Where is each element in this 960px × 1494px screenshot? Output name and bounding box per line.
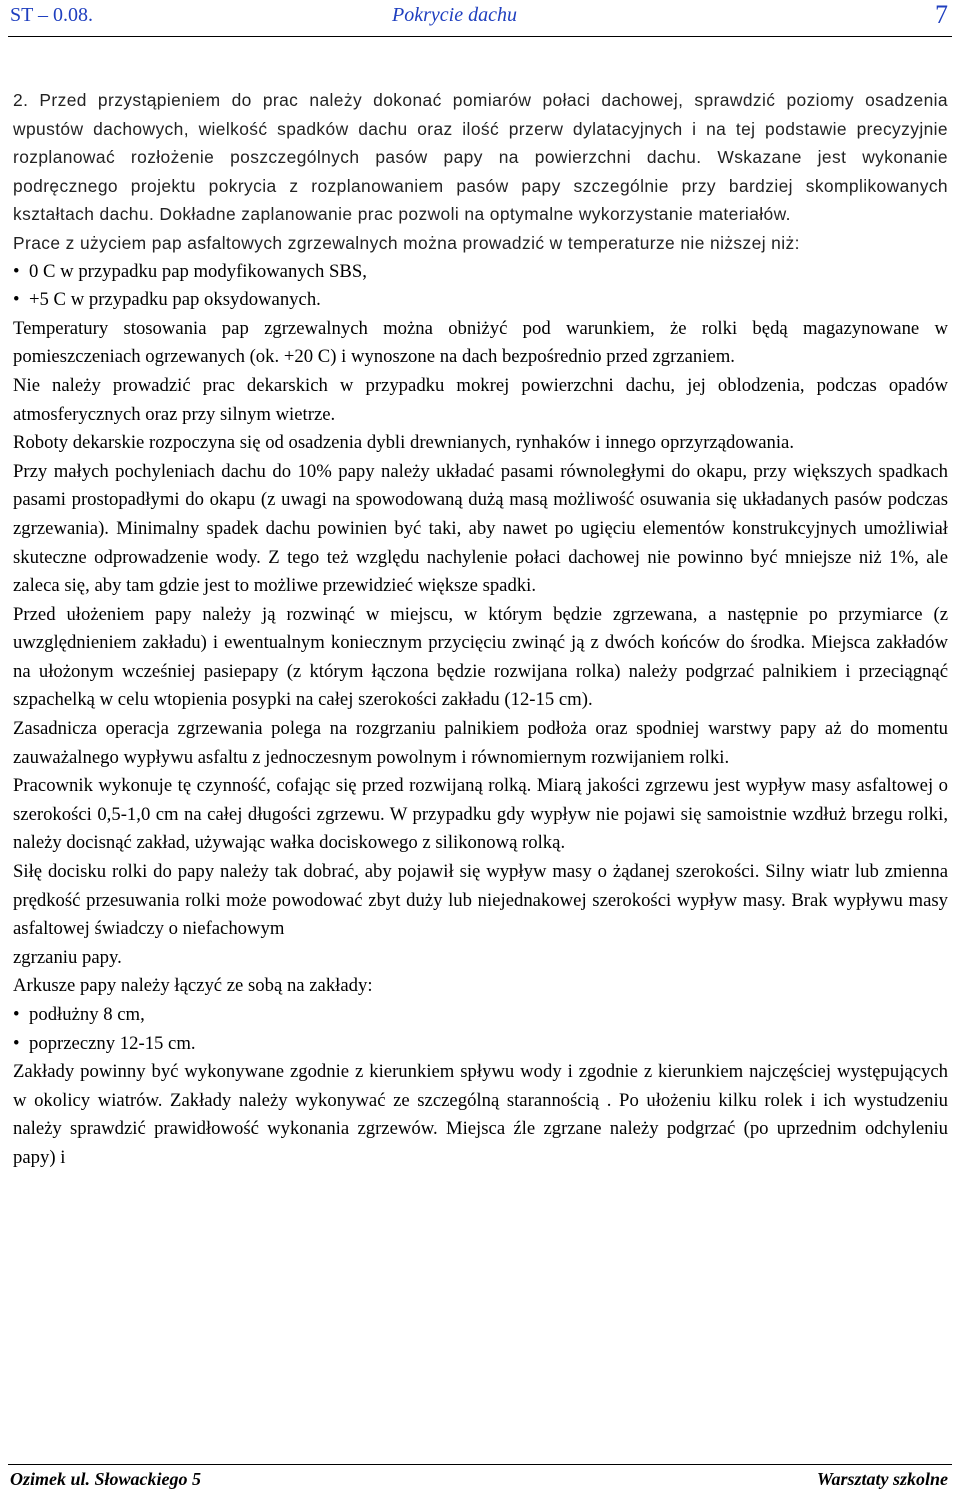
- bullet-icon: •: [13, 260, 20, 282]
- paragraph: Zakłady powinny być wykonywane zgodnie z kierunkiem spływu wody i zgodnie z kierunkiem najczęściej występujących w okolicy wiatrów. Zakłady należy wykonywać ze szczególną starannością . Po ułożeniu kilku rolek i ich wystudzeniu należy sprawdzić prawidłowość wykonania zgrzewów. Miejsca źle zgrzane należy podgrzać (po uprzednim odchyleniu papy) i: [13, 1061, 948, 1168]
- list-item: [13, 1030, 948, 1059]
- footer-institution: Warsztaty szkolne: [816, 1469, 948, 1489]
- paragraph: Przed ułożeniem papy należy ją rozwinąć w miejscu, w którym będzie zgrzewana, a następnie po przymiarce (z uwzględnieniem zakładu) i ewentualnym koniecznym przycięciu zwinąć ją z dwóch końców do środka. Miejsca zakładów na ułożonym wcześniej pasiepapy (z którym łączona będzie rozwijana rolka) należy podgrzać palnikiem i przeciągnąć szpachelką w celu wtopienia posypki na całej szerokości zakładu (12-15 cm).: [13, 603, 948, 711]
- paragraph: Pracownik wykonuje tę czynność, cofając się przed rozwijaną rolką. Miarą jakości zgrzewu jest wypływ masy asfaltowej o szerokości 0,5-1,0 cm na całej długości zgrzewu. W przypadku gdy wypływ nie pojawi się samoistnie wzdłuż brzegu rolki, należy docisnąć zakład, używając wałka dociskowego z silikonową rolką.: [13, 775, 948, 854]
- list-item-text: podłużny 8 cm,: [29, 1004, 145, 1025]
- document-body: [13, 86, 948, 1173]
- page-footer: [8, 1464, 952, 1493]
- bullet-icon: •: [13, 1032, 20, 1054]
- paragraph: zgrzaniu papy.: [13, 946, 122, 968]
- header-title: Pokrycie dachu: [392, 4, 517, 26]
- paragraph: Roboty dekarskie rozpoczyna się od osadzenia dybli drewnianych, rynhaków i innego oprzyrządowania.: [13, 432, 794, 454]
- header-page-number: 7: [935, 0, 948, 29]
- header-code: ST – 0.08.: [10, 4, 93, 26]
- paragraph: 2. Przed przystąpieniem do prac należy dokonać pomiarów połaci dachowej, sprawdzić poziomy osadzenia wpustów dachowych, wielkość spadków dachu oraz ilość przerw dylatacyjnych i na tej podstawie precyzyjnie rozplanować rozłożenie poszczególnych pasów papy na powierzchni dachu. Wskazane jest wykonanie podręcznego projektu pokrycia z rozplanowaniem pasów papy szczególnie przy bardziej skomplikowanych kształtach dachu. Dokładne zaplanowanie prac pozwoli na optymalne wykorzystanie materiałów.: [13, 90, 948, 225]
- paragraph: Arkusze papy należy łączyć ze sobą na zakłady:: [13, 975, 373, 997]
- list-item: [13, 258, 948, 287]
- list-item: [13, 1001, 948, 1030]
- bullet-icon: •: [13, 1004, 20, 1025]
- paragraph: Przy małych pochyleniach dachu do 10% papy należy układać pasami równoległymi do okapu, przy większych spadkach pasami prostopadłymi do okapu (z uwagi na spowodowaną dużą masą możliwość osuwania się układanych pasów podczas zgrzewania). Minimalny spadek dachu powinien być taki, aby nawet po ugięciu elementów konstrukcyjnych umożliwiał skuteczne odprowadzenie wody. Z tego też względu nachylenie połaci dachowej nie powinno być mniejsze niż 1%, ale zaleca się, aby tam gdzie jest to możliwe przewidzieć większe spadki.: [13, 460, 948, 597]
- list-item: [13, 286, 948, 315]
- paragraph: Zasadnicza operacja zgrzewania polega na rozgrzaniu palnikiem podłoża oraz spodniej warstwy papy aż do momentu zauważalnego wypływu asfaltu z jednoczesnym powolnym i równomiernym rozwijaniem rolki.: [13, 718, 948, 768]
- paragraph: Siłę docisku rolki do papy należy tak dobrać, aby pojawił się wypływ masy o żądanej szerokości. Silny wiatr lub zmienna prędkość przesuwania rolki może powodować zbyt duży lub niejednakowej szerokości wypływ masy. Brak wypływu masy asfaltowej świadczy o niefachowym: [13, 861, 948, 940]
- footer-address: Ozimek ul. Słowackiego 5: [10, 1469, 202, 1489]
- page-header: [8, 0, 952, 37]
- paragraph: Prace z użyciem pap asfaltowych zgrzewalnych można prowadzić w temperaturze nie niższej niż:: [13, 232, 800, 253]
- list-item-text: +5 C w przypadku pap oksydowanych.: [29, 289, 321, 311]
- list-item-text: 0 C w przypadku pap modyfikowanych SBS,: [29, 260, 367, 282]
- paragraph: Temperatury stosowania pap zgrzewalnych można obniżyć pod warunkiem, że rolki będą magazynowane w pomieszczeniach ogrzewanych (ok. +20 C) i wynoszone na dach bezpośrednio przed zgrzaniem.: [13, 317, 948, 368]
- paragraph: Nie należy prowadzić prac dekarskich w przypadku mokrej powierzchni dachu, jej oblodzenia, podczas opadów atmosferycznych oraz przy silnym wietrze.: [13, 374, 948, 425]
- list-item-text: poprzeczny 12-15 cm.: [29, 1032, 196, 1054]
- bullet-icon: •: [13, 289, 20, 311]
